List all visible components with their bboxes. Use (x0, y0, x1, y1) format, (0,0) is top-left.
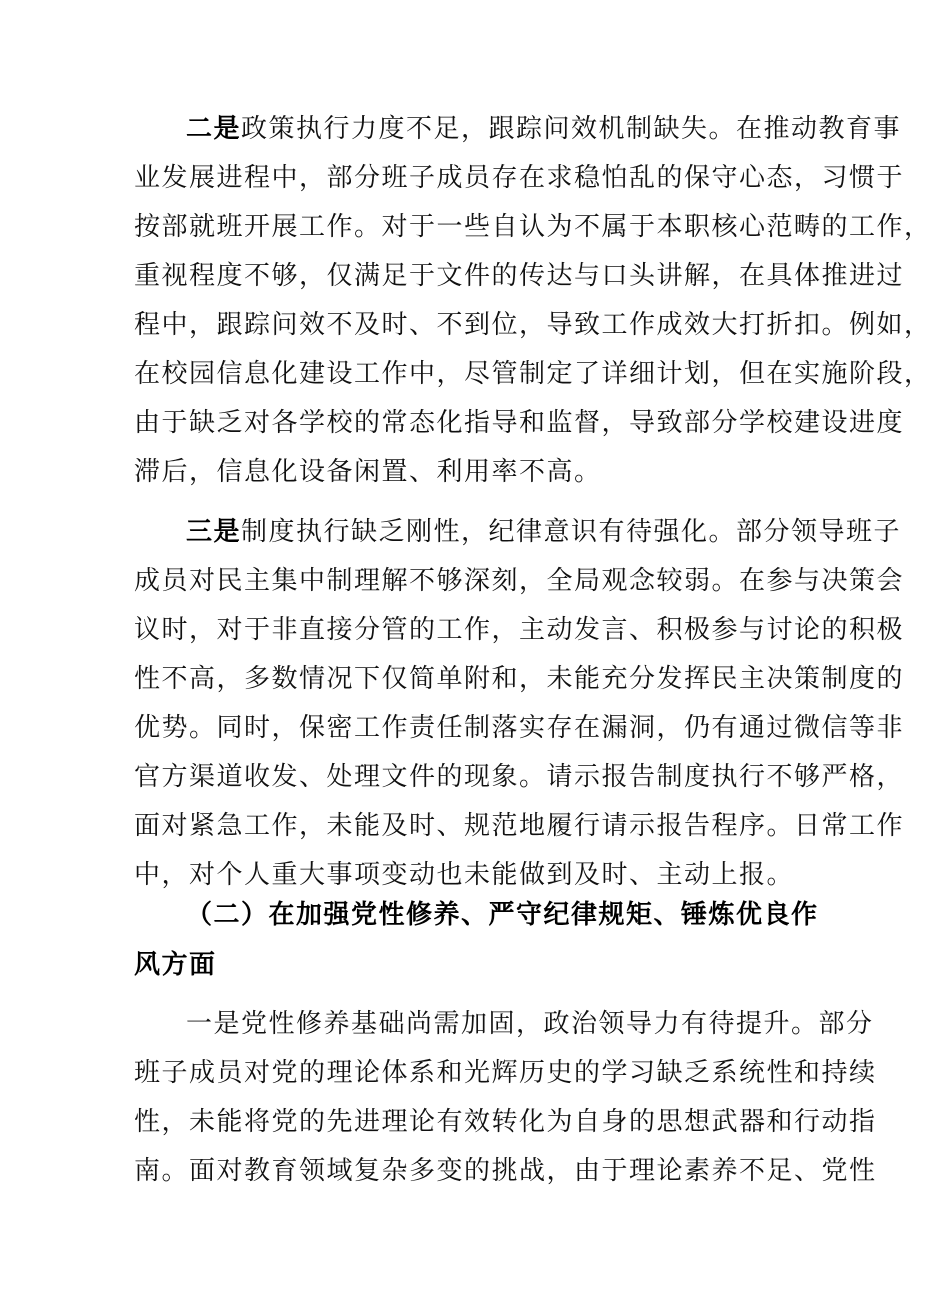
paragraph-line: 一是党性修养基础尚需加固，政治领导力有待提升。部分 (186, 1009, 874, 1039)
paragraph-line: 按部就班开展工作。对于一些自认为不属于本职核心范畴的工作， (134, 212, 932, 242)
paragraph-line: 程中，跟踪问效不及时、不到位，导致工作成效大打折扣。例如， (134, 310, 932, 340)
paragraph-line: 重视程度不够，仅满足于文件的传达与口头讲解，在具体推进过 (134, 261, 905, 291)
paragraph-line: 中，对个人重大事项变动也未能做到及时、主动上报。 (134, 860, 795, 890)
paragraph-party-cultivation (134, 1000, 877, 1196)
section-heading-line: （二）在加强党性修养、严守纪律规矩、锤炼优良作 (186, 900, 819, 930)
paragraph-line: 成员对民主集中制理解不够深刻，全局观念较弱。在参与决策会 (134, 566, 905, 596)
paragraph-line: 业发展进程中，部分班子成员存在求稳怕乱的保守心态，习惯于 (134, 163, 905, 193)
paragraph-lead: 三是 (186, 517, 242, 547)
paragraph-line: 官方渠道收发、处理文件的现象。请示报告制度执行不够严格， (134, 762, 905, 792)
paragraph-lead: 二是 (186, 114, 242, 144)
paragraph-line: 班子成员对党的理论体系和光辉历史的学习缺乏系统性和持续 (134, 1058, 877, 1088)
section-heading-line: 风方面 (134, 950, 217, 980)
paragraph-line: 性不高，多数情况下仅简单附和，未能充分发挥民主决策制度的 (134, 664, 905, 694)
paragraph-line: 三是制度执行缺乏刚性，纪律意识有待强化。部分领导班子 (186, 517, 902, 547)
paragraph-line: 在校园信息化建设工作中，尽管制定了详细计划，但在实施阶段， (134, 359, 932, 389)
paragraph-line: 性，未能将党的先进理论有效转化为自身的思想武器和行动指 (134, 1107, 877, 1137)
paragraph-line: 优势。同时，保密工作责任制落实存在漏洞，仍有通过微信等非 (134, 713, 905, 743)
paragraph-line: 二是政策执行力度不足，跟踪问效机制缺失。在推动教育事 (186, 114, 902, 144)
paragraph-line: 议时，对于非直接分管的工作，主动发言、积极参与讨论的积极 (134, 615, 905, 645)
paragraph-policy-execution (134, 105, 932, 497)
paragraph-line: 由于缺乏对各学校的常态化指导和监督，导致部分学校建设进度 (134, 408, 905, 438)
paragraph-line: 滞后，信息化设备闲置、利用率不高。 (134, 457, 602, 487)
section-heading (134, 890, 819, 990)
paragraph-discipline (134, 508, 905, 900)
paragraph-line: 南。面对教育领域复杂多变的挑战，由于理论素养不足、党性 (134, 1156, 877, 1186)
paragraph-line: 面对紧急工作，未能及时、规范地履行请示报告程序。日常工作 (134, 811, 905, 841)
